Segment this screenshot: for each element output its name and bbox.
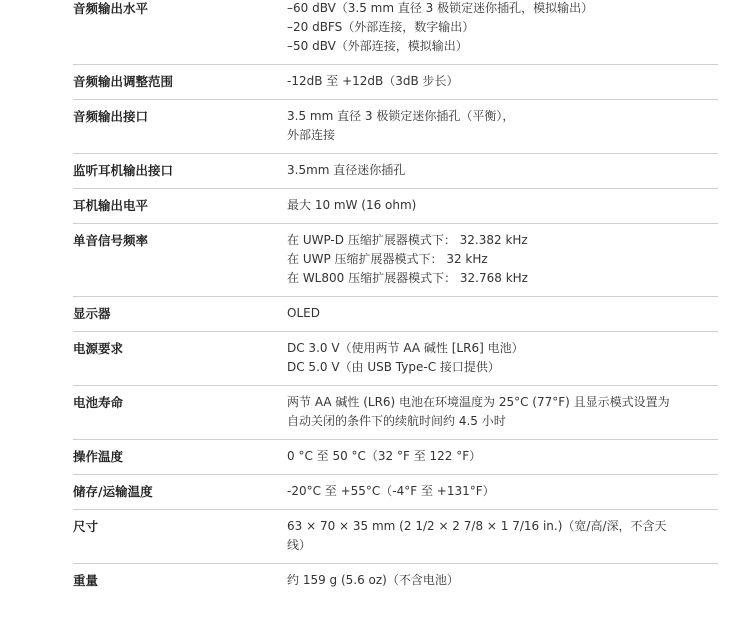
spec-row-audio-output-level [73, 0, 718, 65]
spec-value-line: 自动关闭的条件下的续航时间约 4.5 小时 [287, 414, 506, 428]
spec-value [287, 154, 718, 188]
spec-label: 音频输出水平 [73, 1, 149, 16]
spec-value-line: –60 dBV（3.5 mm 直径 3 极锁定迷你插孔，模拟输出） [287, 1, 594, 15]
spec-value-line: 0 °C 至 50 °C（32 °F 至 122 °F） [287, 449, 482, 463]
spec-row-headphone-output-connector [73, 154, 718, 189]
spec-value-line: 在 UWP-D 压缩扩展器模式下： 32.382 kHz [287, 233, 528, 247]
spec-value-line: –50 dBV（外部连接，模拟输出） [287, 39, 468, 53]
spec-label: 操作温度 [73, 449, 124, 464]
spec-row-storage-temperature [73, 475, 718, 510]
spec-value-line: –20 dBFS（外部连接，数字输出） [287, 20, 475, 34]
spec-value-line: 在 WL800 压缩扩展器模式下： 32.768 kHz [287, 271, 528, 285]
spec-value [287, 297, 718, 331]
spec-value-line: DC 3.0 V（使用两节 AA 碱性 [LR6] 电池） [287, 341, 524, 355]
spec-row-battery-life [73, 386, 718, 440]
spec-row-dimensions [73, 510, 718, 564]
spec-label: 电池寿命 [73, 395, 124, 410]
spec-row-audio-output-adjust-range [73, 65, 718, 100]
spec-row-display [73, 297, 718, 332]
spec-row-operating-temperature [73, 440, 718, 475]
spec-label: 监听耳机输出接口 [73, 163, 174, 178]
spec-row-headphone-output-level [73, 189, 718, 224]
spec-value-line: 3.5 mm 直径 3 极锁定迷你插孔（平衡）， [287, 109, 515, 123]
spec-value [287, 65, 718, 99]
spec-value [287, 440, 718, 474]
spec-value-line: 线） [287, 538, 312, 552]
spec-row-tone-signal-frequency [73, 224, 718, 297]
spec-value [287, 510, 718, 563]
spec-label: 耳机输出电平 [73, 198, 149, 213]
spec-label: 电源要求 [73, 341, 124, 356]
spec-value-line: 在 UWP 压缩扩展器模式下： 32 kHz [287, 252, 488, 266]
spec-row-weight [73, 564, 718, 598]
spec-label: 显示器 [73, 306, 111, 321]
spec-value [287, 564, 718, 598]
spec-label: 重量 [73, 573, 99, 588]
spec-value-line: 3.5mm 直径迷你插孔 [287, 163, 406, 177]
spec-value [287, 332, 718, 385]
spec-table [73, 0, 718, 598]
spec-value [287, 475, 718, 509]
spec-value-line: -20°C 至 +55°C（-4°F 至 +131°F） [287, 484, 495, 498]
spec-value-line: 外部连接 [287, 128, 336, 142]
spec-row-power-requirements [73, 332, 718, 386]
spec-row-audio-output-connector [73, 100, 718, 154]
spec-value-line: 63 × 70 × 35 mm (2 1/2 × 2 7/8 × 1 7/16 in.)（宽/高/深，不含天 [287, 519, 667, 533]
spec-value [287, 224, 718, 296]
spec-label: 音频输出接口 [73, 109, 149, 124]
spec-value [287, 189, 718, 223]
spec-value [287, 386, 718, 439]
spec-value-line: OLED [287, 306, 320, 320]
spec-value-line: 两节 AA 碱性 (LR6) 电池在环境温度为 25°C (77°F) 且显示模式设置为 [287, 395, 670, 409]
spec-label: 尺寸 [73, 519, 99, 534]
spec-label: 单音信号频率 [73, 233, 149, 248]
spec-label: 储存/运输温度 [73, 484, 153, 499]
spec-value [287, 100, 718, 153]
spec-value-line: 最大 10 mW (16 ohm) [287, 198, 417, 212]
spec-value-line: DC 5.0 V（由 USB Type-C 接口提供） [287, 360, 500, 374]
spec-value-line: -12dB 至 +12dB（3dB 步长） [287, 74, 459, 88]
spec-value [287, 0, 718, 64]
spec-label: 音频输出调整范围 [73, 74, 174, 89]
spec-value-line: 约 159 g (5.6 oz)（不含电池） [287, 573, 459, 587]
